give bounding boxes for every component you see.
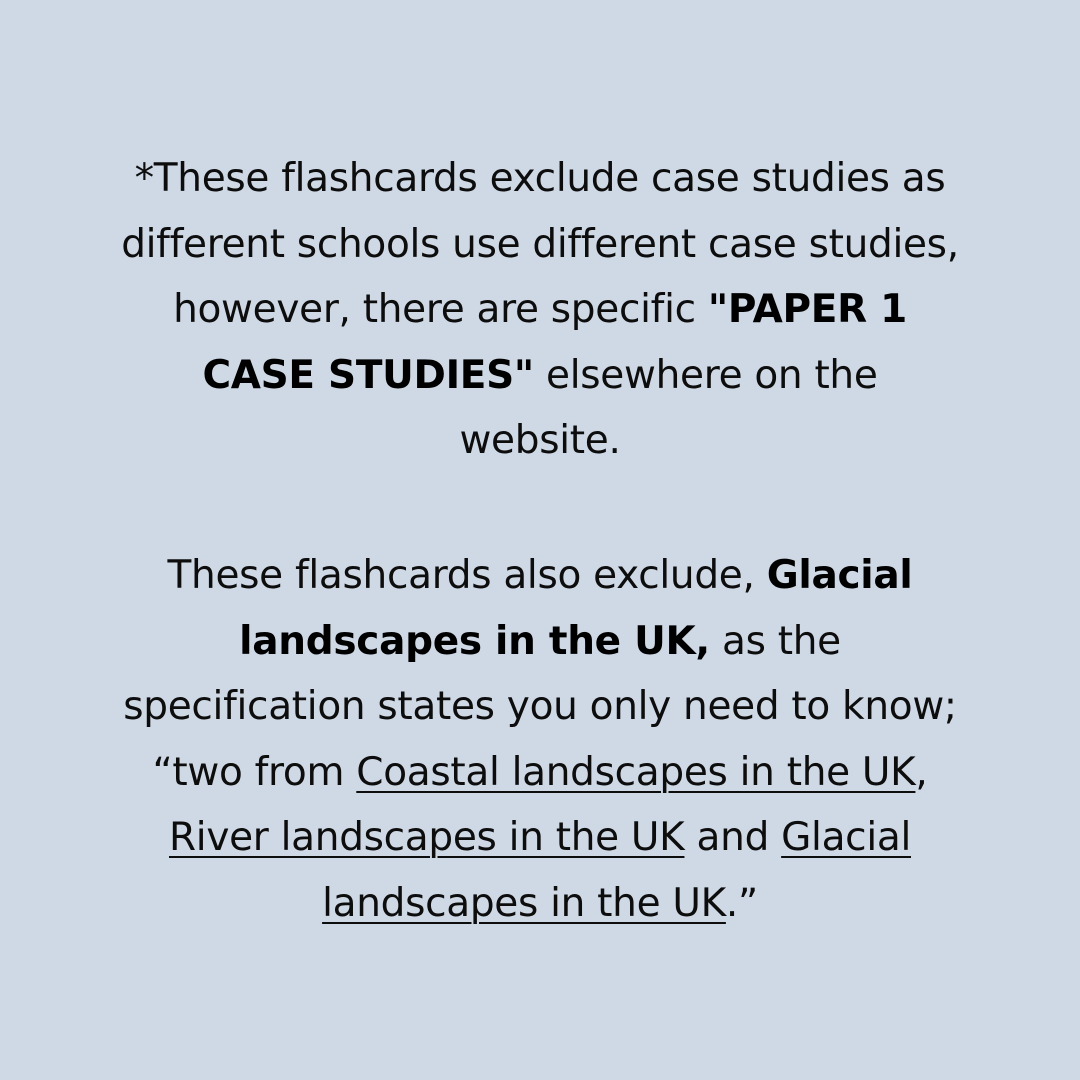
closing-quote: .” xyxy=(725,880,758,926)
case-studies-note xyxy=(120,146,960,474)
note-text-end: elsewhere on the website. xyxy=(459,352,878,463)
separator-and: and xyxy=(684,815,782,860)
glacial-exclusion-note xyxy=(120,543,960,936)
specification-text: as the specification states you only need to know; “two from xyxy=(123,618,957,795)
river-landscapes-link[interactable]: River landscapes in the UK xyxy=(169,815,685,860)
glacial-landscapes-bold: Glacial landscapes in the UK, xyxy=(239,553,913,664)
note-text: *These flashcards exclude case studies as different schools use different case studies, however, there are specific xyxy=(121,156,959,332)
paper-1-case-studies-label: "PAPER 1 CASE STUDIES" xyxy=(202,287,907,398)
glacial-landscapes-link[interactable]: Glacial landscapes in the UK xyxy=(322,815,911,926)
exclusion-text: These flashcards also exclude, xyxy=(167,553,767,598)
separator-comma: , xyxy=(915,749,928,795)
coastal-landscapes-link[interactable]: Coastal landscapes in the UK xyxy=(356,749,916,795)
